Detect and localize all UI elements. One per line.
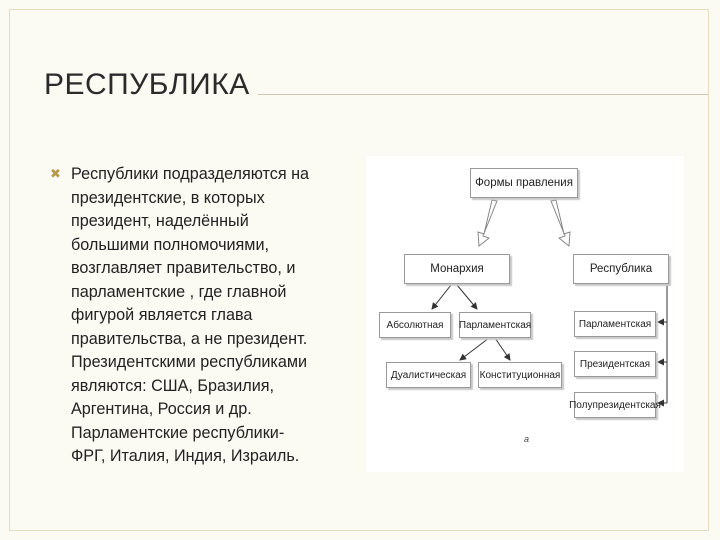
semi-presidential-republic-box: Полупрезидентская [574, 392, 656, 418]
parliamentary-monarchy-box: Парламентская [459, 312, 531, 338]
monarchy-box: Монархия [404, 254, 510, 284]
figure-label: а [524, 434, 530, 444]
title-rule [258, 94, 708, 95]
hollow-arrow-left [478, 200, 497, 246]
bullet-x-icon: ✖ [50, 166, 61, 181]
presidential-republic-box: Президентская [574, 351, 656, 377]
constitutional-monarchy-box: Конституционная [478, 362, 562, 388]
absolute-monarchy-box: Абсолютная [379, 312, 451, 338]
parliamentary-republic-box: Парламентская [574, 311, 656, 337]
dualistic-monarchy-box: Дуалистическая [386, 362, 471, 388]
hollow-arrow-right [551, 200, 570, 246]
republic-box: Республика [573, 254, 669, 284]
forms-of-government-diagram [366, 156, 684, 472]
bullet-text: Республики подразделяются на президентские, в которых президент, наделённый большими полномочиями, возглавляет правительство, и парламентские , где главной фигурой является глава правительства, а не президент. Президентскими республиками являются: США, Бразилия, Аргентина, Россия и др. Парламентские республики- ФРГ, Италия, Индия, Израиль. [71, 165, 310, 465]
slide-title: РЕСПУБЛИКА [44, 68, 250, 101]
root-box: Формы правления [470, 168, 578, 198]
